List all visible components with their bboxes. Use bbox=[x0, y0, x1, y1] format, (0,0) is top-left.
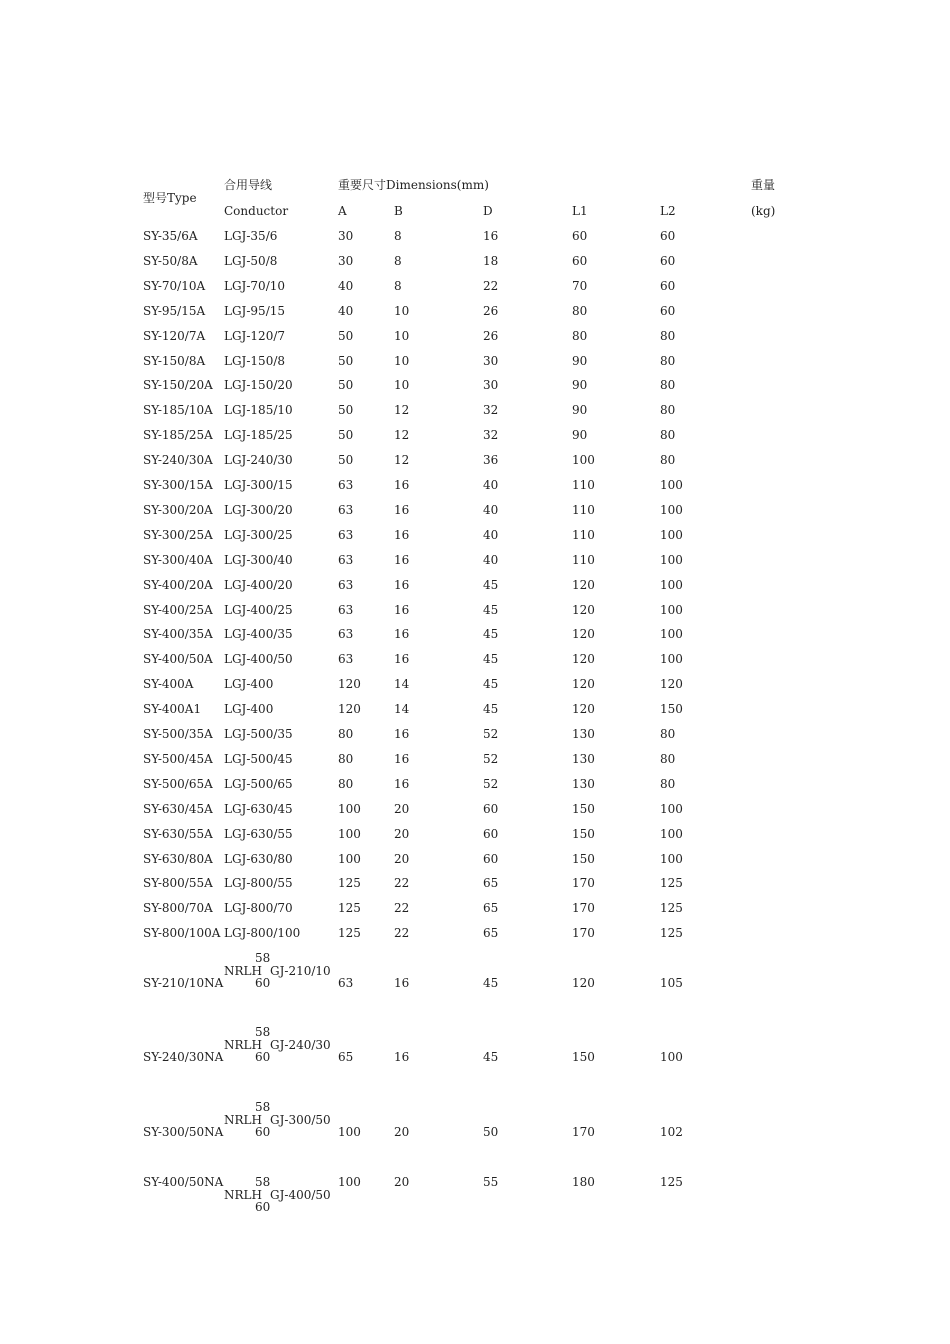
cell-a: 100 bbox=[338, 802, 361, 816]
cell-type: SY-400/50A bbox=[143, 652, 213, 666]
cell-d: 22 bbox=[483, 279, 499, 293]
cell-l1: 100 bbox=[572, 453, 595, 467]
cell-conductor-sup: 58 bbox=[255, 1100, 271, 1114]
cell-conductor-sub: 60 bbox=[255, 1050, 271, 1064]
cell-conductor: LGJ-400/25 bbox=[224, 603, 293, 617]
cell-l1: 150 bbox=[572, 802, 595, 816]
cell-b: 20 bbox=[394, 852, 410, 866]
cell-conductor: LGJ-95/15 bbox=[224, 304, 286, 318]
cell-a: 100 bbox=[338, 1175, 361, 1189]
cell-l1: 60 bbox=[572, 254, 588, 268]
cell-type: SY-800/100A bbox=[143, 926, 221, 940]
cell-d: 40 bbox=[483, 528, 499, 542]
cell-a: 63 bbox=[338, 528, 354, 542]
cell-type: SY-300/15A bbox=[143, 478, 213, 492]
cell-a: 63 bbox=[338, 503, 354, 517]
cell-d: 40 bbox=[483, 503, 499, 517]
cell-conductor: LGJ-300/40 bbox=[224, 553, 293, 567]
cell-a: 63 bbox=[338, 976, 354, 990]
cell-l2: 100 bbox=[660, 802, 683, 816]
cell-d: 52 bbox=[483, 777, 499, 791]
header-conductor-en: Conductor bbox=[224, 204, 289, 218]
cell-l2: 100 bbox=[660, 478, 683, 492]
cell-l1: 80 bbox=[572, 304, 588, 318]
cell-l2: 80 bbox=[660, 403, 676, 417]
cell-l1: 150 bbox=[572, 1050, 595, 1064]
cell-l1: 120 bbox=[572, 976, 595, 990]
cell-b: 16 bbox=[394, 652, 410, 666]
cell-a: 50 bbox=[338, 453, 354, 467]
cell-b: 8 bbox=[394, 229, 402, 243]
cell-b: 16 bbox=[394, 503, 410, 517]
header-col-l2: L2 bbox=[660, 204, 676, 218]
cell-d: 30 bbox=[483, 354, 499, 368]
cell-conductor-sub: 60 bbox=[255, 1200, 271, 1214]
cell-a: 63 bbox=[338, 478, 354, 492]
cell-b: 22 bbox=[394, 876, 410, 890]
cell-conductor: LGJ-630/55 bbox=[224, 827, 293, 841]
cell-l2: 60 bbox=[660, 254, 676, 268]
cell-conductor: LGJ-800/100 bbox=[224, 926, 301, 940]
cell-b: 16 bbox=[394, 1050, 410, 1064]
cell-d: 45 bbox=[483, 578, 499, 592]
cell-d: 45 bbox=[483, 976, 499, 990]
cell-a: 63 bbox=[338, 578, 354, 592]
cell-l2: 125 bbox=[660, 1175, 683, 1189]
cell-l2: 102 bbox=[660, 1125, 683, 1139]
cell-b: 22 bbox=[394, 901, 410, 915]
cell-conductor: LGJ-400 bbox=[224, 677, 274, 691]
cell-type: SY-400A bbox=[143, 677, 194, 691]
cell-l2: 80 bbox=[660, 378, 676, 392]
cell-l2: 120 bbox=[660, 677, 683, 691]
cell-b: 20 bbox=[394, 827, 410, 841]
cell-l1: 60 bbox=[572, 229, 588, 243]
cell-b: 12 bbox=[394, 403, 410, 417]
cell-conductor: LGJ-150/20 bbox=[224, 378, 293, 392]
cell-l2: 60 bbox=[660, 229, 676, 243]
cell-l1: 80 bbox=[572, 329, 588, 343]
cell-type: SY-300/50NA bbox=[143, 1125, 224, 1139]
cell-b: 12 bbox=[394, 428, 410, 442]
cell-b: 10 bbox=[394, 354, 410, 368]
cell-l1: 120 bbox=[572, 578, 595, 592]
header-col-b: B bbox=[394, 204, 403, 218]
cell-b: 16 bbox=[394, 752, 410, 766]
cell-conductor-sup: 58 bbox=[255, 1175, 271, 1189]
cell-b: 22 bbox=[394, 926, 410, 940]
cell-l2: 100 bbox=[660, 503, 683, 517]
cell-conductor: LGJ-150/8 bbox=[224, 354, 286, 368]
cell-conductor-prefix: NRLH bbox=[224, 964, 262, 978]
cell-l1: 120 bbox=[572, 677, 595, 691]
cell-d: 65 bbox=[483, 901, 499, 915]
cell-l1: 170 bbox=[572, 926, 595, 940]
cell-d: 45 bbox=[483, 603, 499, 617]
cell-conductor-sub: 60 bbox=[255, 1125, 271, 1139]
cell-l1: 170 bbox=[572, 1125, 595, 1139]
cell-l1: 70 bbox=[572, 279, 588, 293]
cell-conductor: LGJ-800/55 bbox=[224, 876, 293, 890]
cell-type: SY-300/25A bbox=[143, 528, 213, 542]
cell-d: 40 bbox=[483, 478, 499, 492]
cell-a: 100 bbox=[338, 852, 361, 866]
cell-a: 80 bbox=[338, 752, 354, 766]
cell-b: 16 bbox=[394, 528, 410, 542]
cell-d: 65 bbox=[483, 926, 499, 940]
cell-d: 40 bbox=[483, 553, 499, 567]
cell-a: 30 bbox=[338, 254, 354, 268]
cell-d: 36 bbox=[483, 453, 499, 467]
cell-d: 55 bbox=[483, 1175, 499, 1189]
cell-l2: 80 bbox=[660, 428, 676, 442]
cell-d: 32 bbox=[483, 428, 499, 442]
cell-b: 14 bbox=[394, 677, 410, 691]
cell-conductor-prefix: NRLH bbox=[224, 1113, 262, 1127]
cell-l2: 60 bbox=[660, 304, 676, 318]
cell-l1: 110 bbox=[572, 553, 595, 567]
cell-d: 45 bbox=[483, 1050, 499, 1064]
cell-conductor-suffix: GJ-240/30 bbox=[270, 1038, 331, 1052]
cell-conductor-sub: 60 bbox=[255, 976, 271, 990]
header-col-l1: L1 bbox=[572, 204, 588, 218]
cell-conductor-prefix: NRLH bbox=[224, 1038, 262, 1052]
cell-conductor: LGJ-630/80 bbox=[224, 852, 293, 866]
cell-d: 45 bbox=[483, 677, 499, 691]
cell-conductor: LGJ-400 bbox=[224, 702, 274, 716]
header-type: 型号Type bbox=[143, 191, 197, 205]
cell-d: 45 bbox=[483, 702, 499, 716]
cell-type: SY-500/35A bbox=[143, 727, 213, 741]
cell-l1: 110 bbox=[572, 503, 595, 517]
cell-d: 32 bbox=[483, 403, 499, 417]
cell-d: 52 bbox=[483, 752, 499, 766]
cell-l1: 120 bbox=[572, 603, 595, 617]
cell-b: 8 bbox=[394, 254, 402, 268]
cell-l1: 150 bbox=[572, 827, 595, 841]
cell-type: SY-210/10NA bbox=[143, 976, 224, 990]
cell-conductor: LGJ-500/65 bbox=[224, 777, 293, 791]
cell-type: SY-400/25A bbox=[143, 603, 213, 617]
cell-conductor: LGJ-800/70 bbox=[224, 901, 293, 915]
cell-d: 45 bbox=[483, 627, 499, 641]
cell-d: 18 bbox=[483, 254, 499, 268]
cell-d: 60 bbox=[483, 802, 499, 816]
cell-a: 50 bbox=[338, 428, 354, 442]
cell-conductor: LGJ-500/45 bbox=[224, 752, 293, 766]
cell-d: 30 bbox=[483, 378, 499, 392]
cell-a: 100 bbox=[338, 1125, 361, 1139]
cell-d: 52 bbox=[483, 727, 499, 741]
cell-b: 16 bbox=[394, 553, 410, 567]
cell-b: 8 bbox=[394, 279, 402, 293]
cell-a: 63 bbox=[338, 627, 354, 641]
cell-b: 16 bbox=[394, 777, 410, 791]
cell-l2: 80 bbox=[660, 777, 676, 791]
cell-l1: 130 bbox=[572, 727, 595, 741]
cell-a: 100 bbox=[338, 827, 361, 841]
cell-b: 10 bbox=[394, 304, 410, 318]
cell-conductor-suffix: GJ-210/10 bbox=[270, 964, 331, 978]
cell-b: 16 bbox=[394, 976, 410, 990]
cell-a: 50 bbox=[338, 378, 354, 392]
cell-conductor: LGJ-400/50 bbox=[224, 652, 293, 666]
cell-l1: 90 bbox=[572, 378, 588, 392]
cell-conductor-prefix: NRLH bbox=[224, 1188, 262, 1202]
cell-l1: 120 bbox=[572, 652, 595, 666]
cell-type: SY-185/10A bbox=[143, 403, 213, 417]
cell-l1: 170 bbox=[572, 876, 595, 890]
cell-l2: 100 bbox=[660, 852, 683, 866]
cell-d: 16 bbox=[483, 229, 499, 243]
cell-a: 125 bbox=[338, 876, 361, 890]
cell-a: 120 bbox=[338, 677, 361, 691]
header-conductor-cn: 合用导线 bbox=[224, 178, 273, 192]
cell-l2: 100 bbox=[660, 652, 683, 666]
cell-conductor-suffix: GJ-300/50 bbox=[270, 1113, 331, 1127]
cell-type: SY-500/45A bbox=[143, 752, 213, 766]
cell-l2: 100 bbox=[660, 553, 683, 567]
cell-l2: 150 bbox=[660, 702, 683, 716]
cell-l2: 125 bbox=[660, 876, 683, 890]
cell-type: SY-185/25A bbox=[143, 428, 213, 442]
cell-d: 60 bbox=[483, 852, 499, 866]
cell-type: SY-500/65A bbox=[143, 777, 213, 791]
cell-l2: 100 bbox=[660, 578, 683, 592]
cell-b: 16 bbox=[394, 727, 410, 741]
cell-conductor: LGJ-300/15 bbox=[224, 478, 293, 492]
cell-a: 50 bbox=[338, 403, 354, 417]
cell-l2: 100 bbox=[660, 627, 683, 641]
header-weight-unit: (kg) bbox=[751, 204, 776, 218]
cell-type: SY-630/80A bbox=[143, 852, 213, 866]
cell-conductor: LGJ-400/35 bbox=[224, 627, 293, 641]
cell-l2: 80 bbox=[660, 329, 676, 343]
cell-type: SY-630/55A bbox=[143, 827, 213, 841]
cell-type: SY-800/55A bbox=[143, 876, 213, 890]
cell-l1: 120 bbox=[572, 702, 595, 716]
cell-l1: 90 bbox=[572, 403, 588, 417]
cell-a: 63 bbox=[338, 652, 354, 666]
cell-conductor: LGJ-185/10 bbox=[224, 403, 293, 417]
cell-l1: 130 bbox=[572, 777, 595, 791]
cell-l1: 90 bbox=[572, 428, 588, 442]
cell-l2: 80 bbox=[660, 354, 676, 368]
cell-l2: 100 bbox=[660, 528, 683, 542]
cell-l1: 110 bbox=[572, 528, 595, 542]
cell-d: 50 bbox=[483, 1125, 499, 1139]
cell-b: 20 bbox=[394, 1125, 410, 1139]
cell-b: 16 bbox=[394, 627, 410, 641]
cell-a: 120 bbox=[338, 702, 361, 716]
cell-l2: 80 bbox=[660, 453, 676, 467]
cell-conductor: LGJ-35/6 bbox=[224, 229, 278, 243]
cell-type: SY-400/20A bbox=[143, 578, 213, 592]
cell-type: SY-400A1 bbox=[143, 702, 202, 716]
cell-a: 80 bbox=[338, 777, 354, 791]
cell-conductor-sup: 58 bbox=[255, 951, 271, 965]
cell-conductor: LGJ-120/7 bbox=[224, 329, 286, 343]
cell-l1: 180 bbox=[572, 1175, 595, 1189]
cell-d: 26 bbox=[483, 329, 499, 343]
cell-a: 80 bbox=[338, 727, 354, 741]
cell-l2: 125 bbox=[660, 926, 683, 940]
cell-b: 20 bbox=[394, 802, 410, 816]
header-dimensions: 重要尺寸Dimensions(mm) bbox=[338, 178, 489, 192]
cell-type: SY-300/20A bbox=[143, 503, 213, 517]
cell-l2: 80 bbox=[660, 752, 676, 766]
cell-l2: 60 bbox=[660, 279, 676, 293]
cell-d: 65 bbox=[483, 876, 499, 890]
cell-l2: 105 bbox=[660, 976, 683, 990]
cell-type: SY-800/70A bbox=[143, 901, 213, 915]
cell-type: SY-95/15A bbox=[143, 304, 206, 318]
cell-b: 12 bbox=[394, 453, 410, 467]
cell-l1: 90 bbox=[572, 354, 588, 368]
cell-a: 30 bbox=[338, 229, 354, 243]
header-weight-cn: 重量 bbox=[751, 178, 776, 192]
cell-l2: 80 bbox=[660, 727, 676, 741]
cell-conductor-suffix: GJ-400/50 bbox=[270, 1188, 331, 1202]
cell-type: SY-240/30A bbox=[143, 453, 213, 467]
cell-a: 63 bbox=[338, 603, 354, 617]
cell-conductor: LGJ-300/20 bbox=[224, 503, 293, 517]
cell-type: SY-630/45A bbox=[143, 802, 213, 816]
cell-b: 10 bbox=[394, 378, 410, 392]
cell-b: 16 bbox=[394, 578, 410, 592]
cell-conductor: LGJ-50/8 bbox=[224, 254, 278, 268]
cell-l2: 100 bbox=[660, 1050, 683, 1064]
cell-l1: 150 bbox=[572, 852, 595, 866]
cell-b: 14 bbox=[394, 702, 410, 716]
header-col-d: D bbox=[483, 204, 493, 218]
cell-type: SY-400/35A bbox=[143, 627, 213, 641]
header-col-a: A bbox=[338, 204, 347, 218]
cell-type: SY-150/20A bbox=[143, 378, 213, 392]
cell-d: 26 bbox=[483, 304, 499, 318]
cell-conductor: LGJ-400/20 bbox=[224, 578, 293, 592]
cell-type: SY-50/8A bbox=[143, 254, 198, 268]
cell-d: 45 bbox=[483, 652, 499, 666]
cell-l1: 110 bbox=[572, 478, 595, 492]
cell-type: SY-70/10A bbox=[143, 279, 206, 293]
cell-a: 125 bbox=[338, 926, 361, 940]
cell-conductor: LGJ-70/10 bbox=[224, 279, 286, 293]
cell-conductor: LGJ-185/25 bbox=[224, 428, 293, 442]
cell-a: 50 bbox=[338, 354, 354, 368]
cell-b: 16 bbox=[394, 478, 410, 492]
cell-type: SY-300/40A bbox=[143, 553, 213, 567]
cell-conductor-sup: 58 bbox=[255, 1025, 271, 1039]
cell-a: 40 bbox=[338, 279, 354, 293]
cell-type: SY-240/30NA bbox=[143, 1050, 224, 1064]
cell-a: 125 bbox=[338, 901, 361, 915]
cell-d: 60 bbox=[483, 827, 499, 841]
cell-l2: 125 bbox=[660, 901, 683, 915]
cell-l1: 130 bbox=[572, 752, 595, 766]
cell-conductor: LGJ-500/35 bbox=[224, 727, 293, 741]
cell-l2: 100 bbox=[660, 603, 683, 617]
cell-l1: 170 bbox=[572, 901, 595, 915]
cell-a: 40 bbox=[338, 304, 354, 318]
cell-conductor: LGJ-240/30 bbox=[224, 453, 293, 467]
cell-type: SY-150/8A bbox=[143, 354, 206, 368]
cell-conductor: LGJ-630/45 bbox=[224, 802, 293, 816]
cell-b: 20 bbox=[394, 1175, 410, 1189]
cell-a: 63 bbox=[338, 553, 354, 567]
cell-type: SY-35/6A bbox=[143, 229, 198, 243]
cell-l2: 100 bbox=[660, 827, 683, 841]
cell-a: 50 bbox=[338, 329, 354, 343]
cell-type: SY-120/7A bbox=[143, 329, 206, 343]
cell-type: SY-400/50NA bbox=[143, 1175, 224, 1189]
cell-conductor: LGJ-300/25 bbox=[224, 528, 293, 542]
cell-b: 10 bbox=[394, 329, 410, 343]
cell-b: 16 bbox=[394, 603, 410, 617]
cell-l1: 120 bbox=[572, 627, 595, 641]
cell-a: 65 bbox=[338, 1050, 354, 1064]
